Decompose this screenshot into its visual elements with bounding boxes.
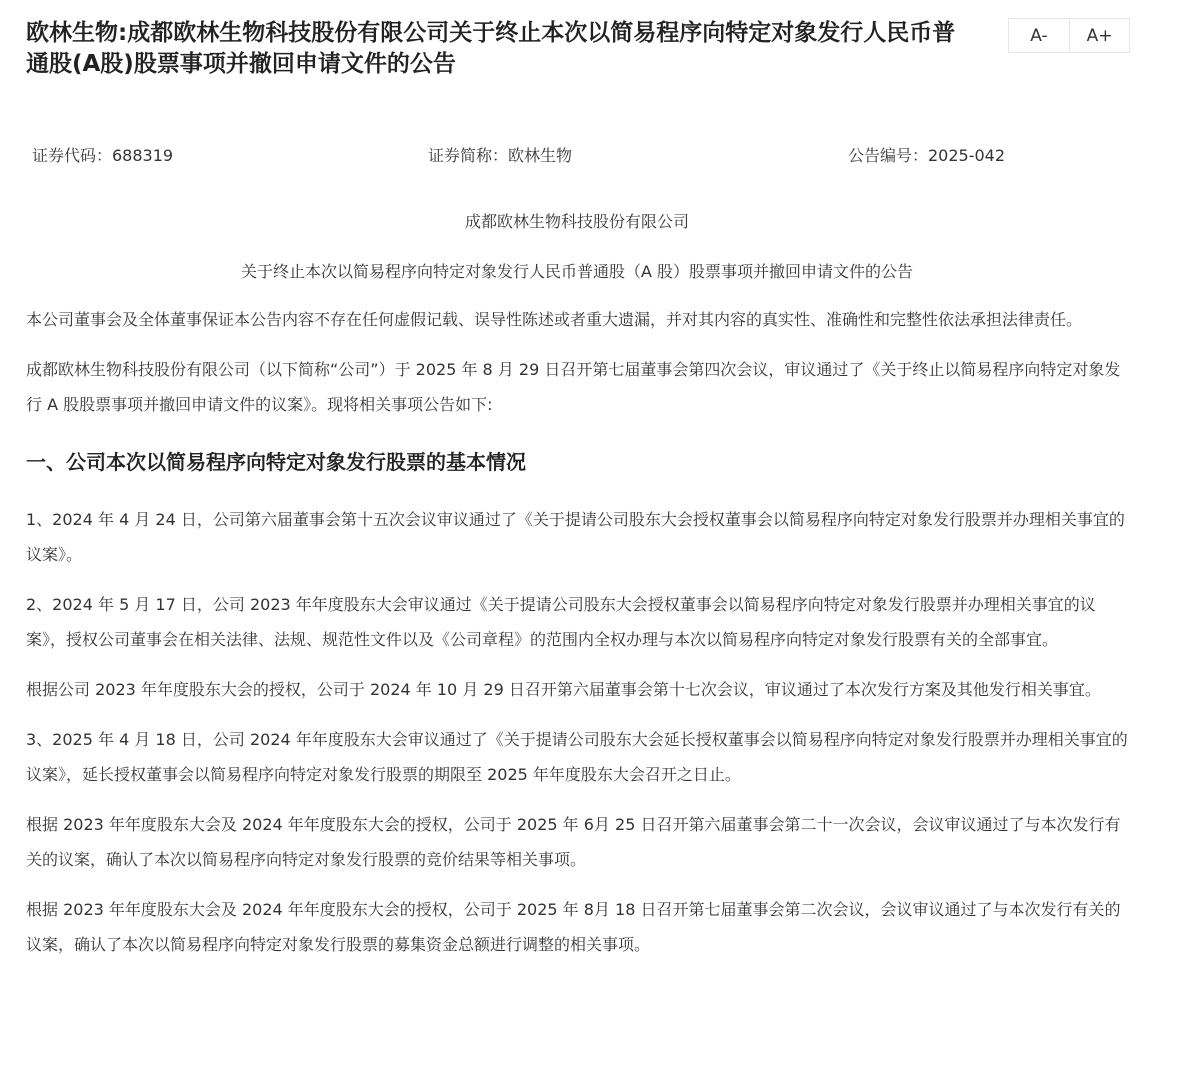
- company-name: 成都欧林生物科技股份有限公司: [464, 212, 689, 231]
- paragraph: 1、2024 年 4 月 24 日，公司第六届董事会第十五次会议审议通过了《关于提请公司股东大会授权董事会以简易程序向特定对象发行股票并办理相关事宜的议案》。: [26, 510, 1125, 564]
- section-heading: 一、公司本次以简易程序向特定对象发行股票的基本情况: [26, 450, 526, 474]
- paragraph: 根据 2023 年年度股东大会及 2024 年年度股东大会的授权，公司于 2025 年 6月 25 日召开第六届董事会第二十一次会议，会议审议通过了与本次发行有关的议案，确认了本次以简易程序向特定对象发行股票的竞价结果等相关事项。: [26, 815, 1121, 869]
- paragraph: 3、2025 年 4 月 18 日，公司 2024 年年度股东大会审议通过了《关于提请公司股东大会延长授权董事会以简易程序向特定对象发行股票并办理相关事宜的议案》，延长授权董事会以简易程序向特定对象发行股票的期限至 2025 年年度股东大会召开之日止。: [26, 730, 1128, 784]
- article-title: 欧林生物:成都欧林生物科技股份有限公司关于终止本次以简易程序向特定对象发行人民币普通股(A股)股票事项并撤回申请文件的公告: [26, 20, 956, 77]
- paragraph: 根据公司 2023 年年度股东大会的授权，公司于 2024 年 10 月 29 日召开第六届董事会第十七次会议，审议通过了本次发行方案及其他发行相关事宜。: [26, 680, 1101, 699]
- security-short-name: 证券简称：欧林生物: [428, 146, 573, 165]
- font-increase-button[interactable]: A+: [1069, 19, 1129, 52]
- paragraph: 成都欧林生物科技股份有限公司（以下简称“公司”）于 2025 年 8 月 29 日召开第七届董事会第四次会议，审议通过了《关于终止以简易程序向特定对象发行 A 股股票事项并撤回申请文件的议案》。现将相关事项公告如下:: [26, 360, 1121, 414]
- article-body: [26, 302, 1132, 977]
- font-decrease-button[interactable]: A-: [1009, 19, 1069, 52]
- announcement-number: 公告编号：2025-042: [848, 146, 1006, 165]
- paragraph: 本公司董事会及全体董事保证本公告内容不存在任何虚假记载、误导性陈述或者重大遗漏，并对其内容的真实性、准确性和完整性依法承担法律责任。: [26, 310, 1083, 329]
- font-size-controls: [1008, 18, 1130, 53]
- paragraph: 根据 2023 年年度股东大会及 2024 年年度股东大会的授权，公司于 2025 年 8月 18 日召开第七届董事会第二次会议，会议审议通过了与本次发行有关的议案，确认了本次以简易程序向特定对象发行股票的募集资金总额进行调整的相关事项。: [26, 900, 1121, 954]
- security-code: 证券代码：688319: [32, 146, 174, 165]
- announcement-subtitle: 关于终止本次以简易程序向特定对象发行人民币普通股（A 股）股票事项并撤回申请文件的公告: [240, 262, 914, 281]
- paragraph: 2、2024 年 5 月 17 日，公司 2023 年年度股东大会审议通过《关于提请公司股东大会授权董事会以简易程序向特定对象发行股票并办理相关事宜的议案》，授权公司董事会在相关法律、法规、规范性文件以及《公司章程》的范围内全权办理与本次以简易程序向特定对象发行股票有关的全部事宜。: [26, 595, 1096, 649]
